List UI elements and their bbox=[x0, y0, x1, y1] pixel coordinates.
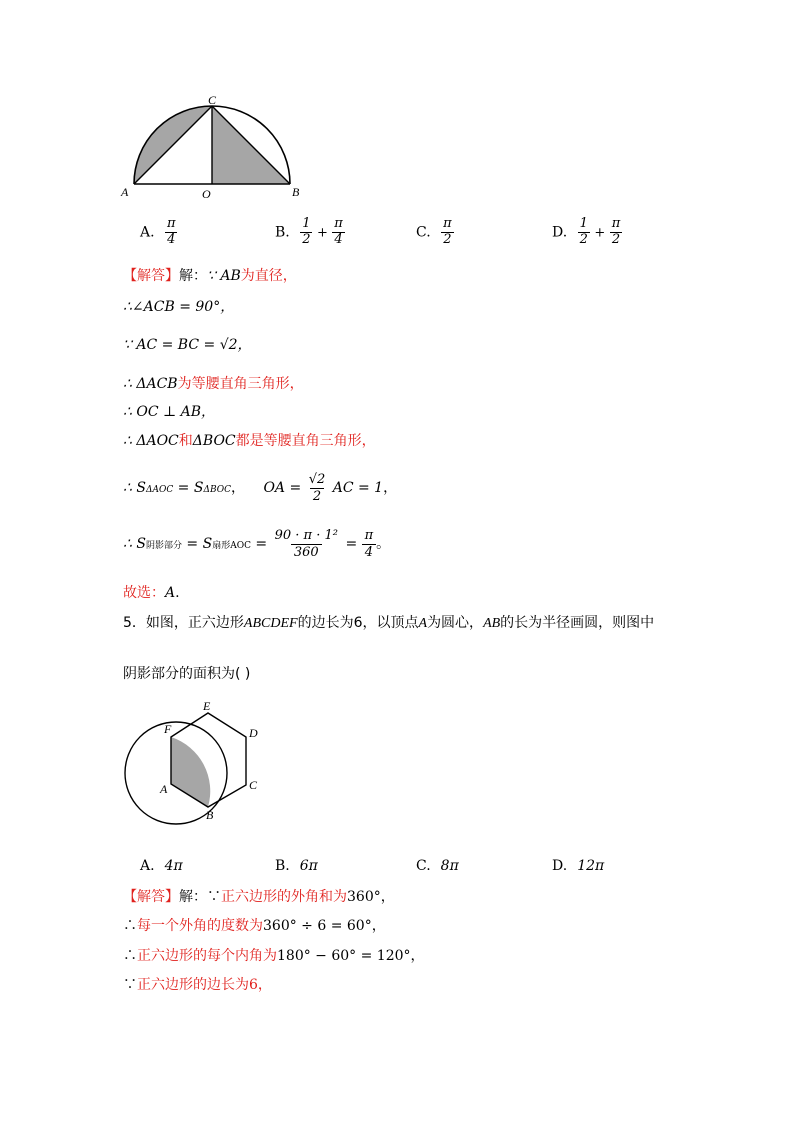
option-1-a: A. $\frac{\pi}{4}$ bbox=[140, 216, 176, 247]
option-2-a: A. 4π bbox=[140, 858, 183, 874]
solution2-line2: ∴每一个外角的度数为360° ÷ 6 = 60°， bbox=[123, 918, 386, 934]
solution2-line4: ∵正六边形的边长为6， bbox=[123, 977, 272, 993]
label-o: O bbox=[202, 187, 211, 201]
solution1-line3: ∵ AC = BC = √2， bbox=[123, 337, 252, 353]
label-c: C bbox=[208, 93, 217, 107]
label-b2: B bbox=[206, 808, 214, 822]
option-1-d: D. $\frac{1}{2}$ + $\frac{\pi}{2}$ bbox=[552, 216, 621, 247]
solution1-line6: ∴ ΔAOC和ΔBOC都是等腰直角三角形， bbox=[123, 433, 376, 449]
semicircle-figure bbox=[112, 92, 312, 204]
label-a2: A bbox=[160, 782, 168, 796]
option-1-b: B. $\frac{1}{2}$ + $\frac{\pi}{4}$ bbox=[275, 216, 343, 247]
answer-paren: ( ) bbox=[235, 666, 251, 682]
option-1-c: C. $\frac{\pi}{2}$ bbox=[416, 216, 452, 247]
option-2-c: C. 8π bbox=[416, 858, 459, 874]
solution2-line1: 【解答】解：∵正六边形的外角和为360°， bbox=[123, 889, 395, 905]
option-2-d: D. 12π bbox=[552, 858, 605, 874]
question5-line1: 5．如图，正六边形ABCDEF的边长为6，以顶点A为圆心，AB的长为半径画圆，则图中 bbox=[123, 615, 655, 631]
label-f: F bbox=[164, 722, 172, 736]
solution1-line7: ∴ SΔAOC = SΔBOC， OA = $\frac{√2}{2}$ AC = 1， bbox=[123, 472, 398, 504]
label-e: E bbox=[203, 699, 211, 713]
solution2-line3: ∴正六边形的每个内角为180° − 60° = 120°， bbox=[123, 948, 425, 964]
solution1-line8: ∴ S阴影部分 = S扇形AOC = $\frac{\text{90 · π · 1²}}{360}$ = $\frac{\pi}{4}$ 。 bbox=[123, 528, 391, 560]
solution1-line5: ∴ OC ⊥ AB， bbox=[123, 404, 216, 420]
label-a: A bbox=[121, 185, 129, 199]
label-c2: C bbox=[249, 778, 258, 792]
option-2-b: B. 6π bbox=[275, 858, 318, 874]
question5-line2: 阴影部分的面积为( ) bbox=[123, 666, 251, 682]
label-b: B bbox=[292, 185, 300, 199]
hexagon-circle-figure bbox=[118, 695, 278, 835]
label-d: D bbox=[249, 726, 258, 740]
solution1-line1: 【解答】解：∵ AB为直径， bbox=[123, 268, 297, 284]
solution1-line9: 故选：A. bbox=[123, 585, 180, 601]
solution1-line2: ∴∠ACB = 90°， bbox=[123, 299, 235, 315]
solution1-line4: ∴ ΔACB为等腰直角三角形， bbox=[123, 376, 304, 392]
